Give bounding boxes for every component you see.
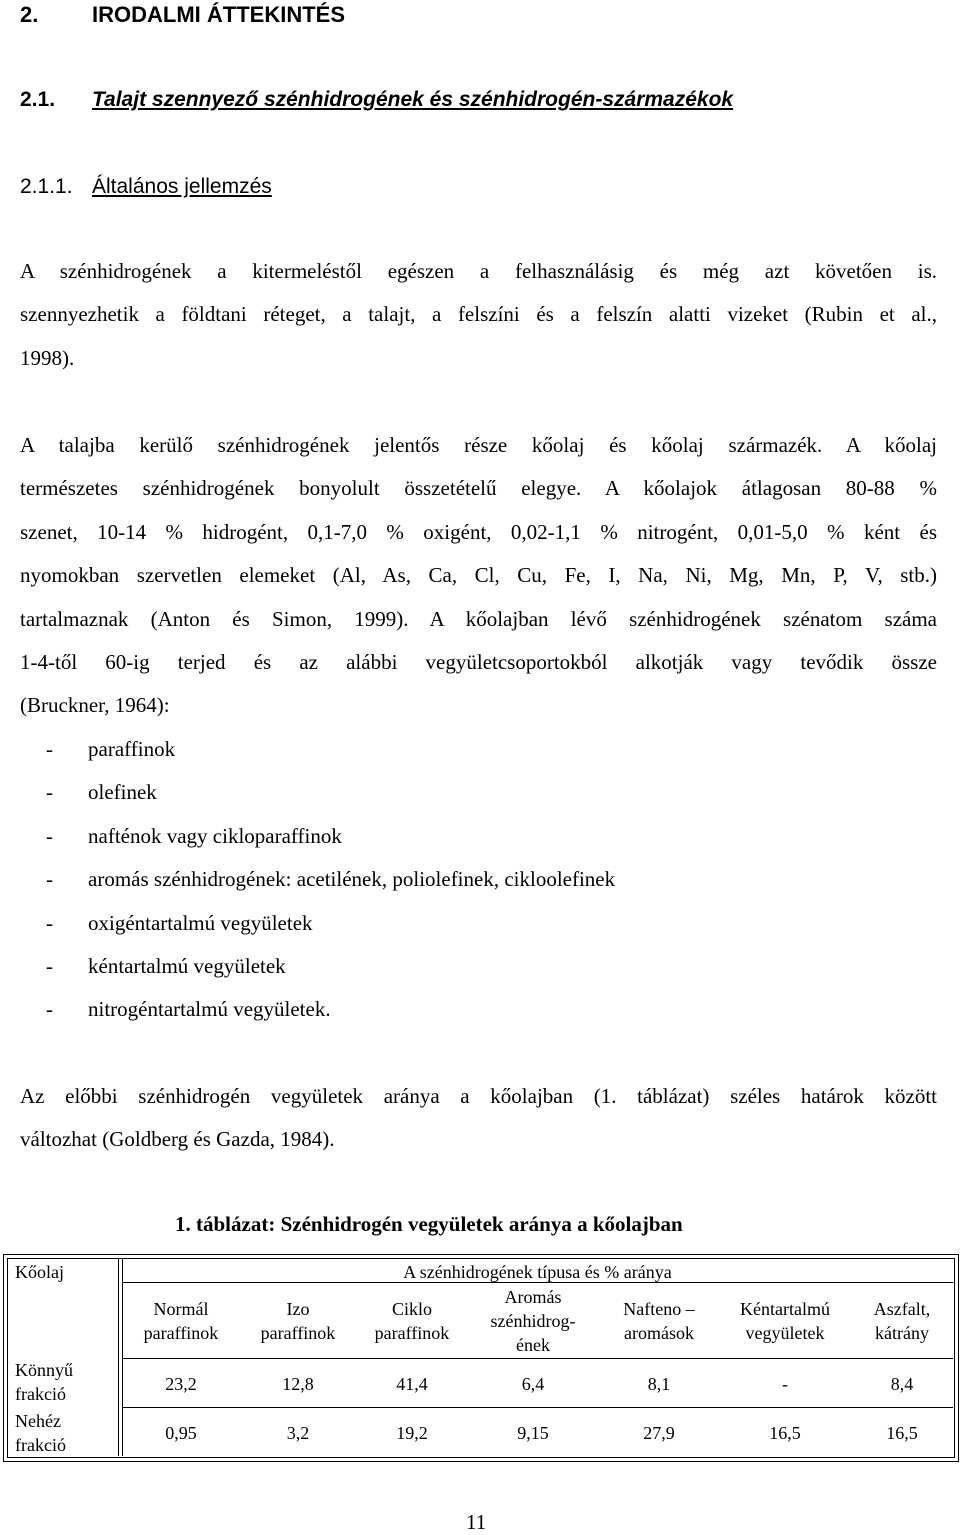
list-bullet: - [46,997,53,1022]
list-item [46,858,615,901]
list-item [46,815,615,858]
paragraph-ratio [20,1075,937,1162]
list-item [46,945,615,988]
section-heading [20,88,733,112]
table-cell: 16,5 [886,1423,918,1443]
table-cell: 27,9 [643,1423,675,1443]
list-bullet: - [46,823,53,848]
table-divider [122,1407,953,1408]
list-item-text: kéntartalmú vegyületek [88,953,286,978]
list-bullet: - [46,867,53,892]
paragraph-line: 1998). [20,345,75,370]
table-cell: 12,8 [282,1374,314,1394]
list-item [46,771,615,814]
subsection-title: Általános jellemzés [92,175,272,198]
column-header-line: szénhidrog- [490,1311,576,1331]
paragraph-line: (Bruckner, 1964): [20,693,170,718]
column-header-normal-paraffins [123,1297,239,1345]
table-divider [118,1258,119,1456]
table-cell: 9,15 [517,1423,549,1443]
paragraph-composition [20,424,937,728]
subsection-heading [20,175,272,199]
table-caption: 1. táblázat: Szénhidrogén vegyületek aránya a kőolajban [175,1212,683,1236]
list-item [46,728,615,771]
paragraph-intro [20,250,937,380]
column-header-line: paraffinok [143,1323,219,1343]
column-header-line: Izo [286,1299,310,1319]
column-header-line: Aromás [504,1287,562,1307]
list-item-text: nafténok vagy cikloparaffinok [88,823,342,848]
column-header-line: aromások [624,1323,694,1343]
paragraph-line: A szénhidrogének a kitermeléstől egészen a felhasználásig és még azt követően is. [20,259,937,283]
page-number: 11 [466,1510,487,1534]
column-header-line: ének [516,1335,550,1355]
row-label-light-line1: Könnyű [15,1360,73,1380]
list-item-text: nitrogéntartalmú vegyületek. [88,997,331,1022]
subsection-number: 2.1.1. [20,175,73,198]
list-bullet: - [46,737,53,761]
table-cell: 16,5 [769,1423,801,1443]
list-bullet: - [46,953,53,978]
list-item-text: aromás szénhidrogének: acetilének, poliolefinek, cikloolefinek [88,867,616,892]
column-header-line: Nafteno – [623,1299,695,1319]
list-item-text: paraffinok [88,737,176,761]
hydrocarbon-table [3,1254,959,1462]
column-header-line: kátrány [875,1323,929,1343]
compound-group-list [46,728,615,1032]
column-header-line: Normál [153,1299,209,1319]
chapter-number: 2. [20,2,39,27]
table-cell: 6,4 [521,1374,545,1394]
chapter-heading [20,2,345,28]
list-item [46,902,615,945]
column-header-cyclo-paraffins [357,1297,467,1345]
column-header-line: vegyületek [745,1323,825,1343]
table-cell: 3,2 [286,1423,310,1443]
paragraph-line: tartalmaznak (Anton és Simon, 1999). A kőolajban lévő szénhidrogének szénatom száma [20,606,937,631]
row-label-heavy-line1: Nehéz [15,1411,61,1431]
table-divider [122,1358,953,1359]
paragraph-line: Az előbbi szénhidrogén vegyületek aránya a kőolajban (1. táblázat) széles határok között [20,1084,937,1108]
column-header-line: paraffinok [374,1323,450,1343]
table-cell: 41,4 [396,1374,428,1394]
column-header-line: Ciklo [391,1299,432,1319]
table-cell: - [782,1374,788,1394]
group-header: A szénhidrogének típusa és % aránya [403,1262,672,1282]
paragraph-line: szennyezhetik a földtani réteget, a talajt, a felszíni és a felszín alatti vizeket (Rubin et al., [20,302,937,327]
table-cell: 8,1 [647,1374,671,1394]
paragraph-line: A talajba kerülő szénhidrogének jelentős része kőolaj és kőolaj származék. A kőolaj [20,433,937,457]
section-number: 2.1. [20,88,56,111]
table-cell: 23,2 [165,1374,197,1394]
column-header-line: Kéntartalmú [740,1299,830,1319]
table-cell: 19,2 [396,1423,428,1443]
list-item-text: olefinek [88,780,157,805]
paragraph-line: változhat (Goldberg és Gazda, 1984). [20,1127,335,1152]
row-label-light-line2: frakció [15,1384,66,1404]
column-header-asphalt-tar [851,1297,953,1345]
column-header-line: Aszfalt, [873,1299,931,1319]
paragraph-line: természetes szénhidrogének bonyolult összetételű elegye. A kőolajok átlagosan 80-88 % [20,476,937,501]
section-title: Talajt szennyező szénhidrogének és szénhidrogén-származékok [92,88,734,111]
row-header-title: Kőolaj [15,1262,64,1282]
list-bullet: - [46,780,53,805]
paragraph-line: szenet, 10-14 % hidrogént, 0,1-7,0 % oxigént, 0,02-1,1 % nitrogént, 0,01-5,0 % ként és [20,519,937,544]
column-header-aromatic [467,1285,599,1357]
list-item [46,988,615,1031]
paragraph-line: nyomokban szervetlen elemeket (Al, As, Ca, Cl, Cu, Fe, I, Na, Ni, Mg, Mn, P, V, stb.) [20,563,937,588]
column-header-naphtheno-aromatics [599,1297,719,1345]
paragraph-line: 1-4-től 60-ig terjed és az alábbi vegyületcsoportokból alkotják vagy tevődik össze [20,649,937,674]
column-header-iso-paraffins [239,1297,357,1345]
chapter-title: IRODALMI ÁTTEKINTÉS [92,2,345,27]
list-bullet: - [46,910,53,935]
table-cell: 0,95 [165,1423,197,1443]
row-label-heavy-line2: frakció [15,1435,66,1455]
table-cell: 8,4 [890,1374,914,1394]
column-header-line: paraffinok [260,1323,336,1343]
list-item-text: oxigéntartalmú vegyületek [88,910,313,935]
column-header-sulfur-compounds [719,1297,851,1345]
